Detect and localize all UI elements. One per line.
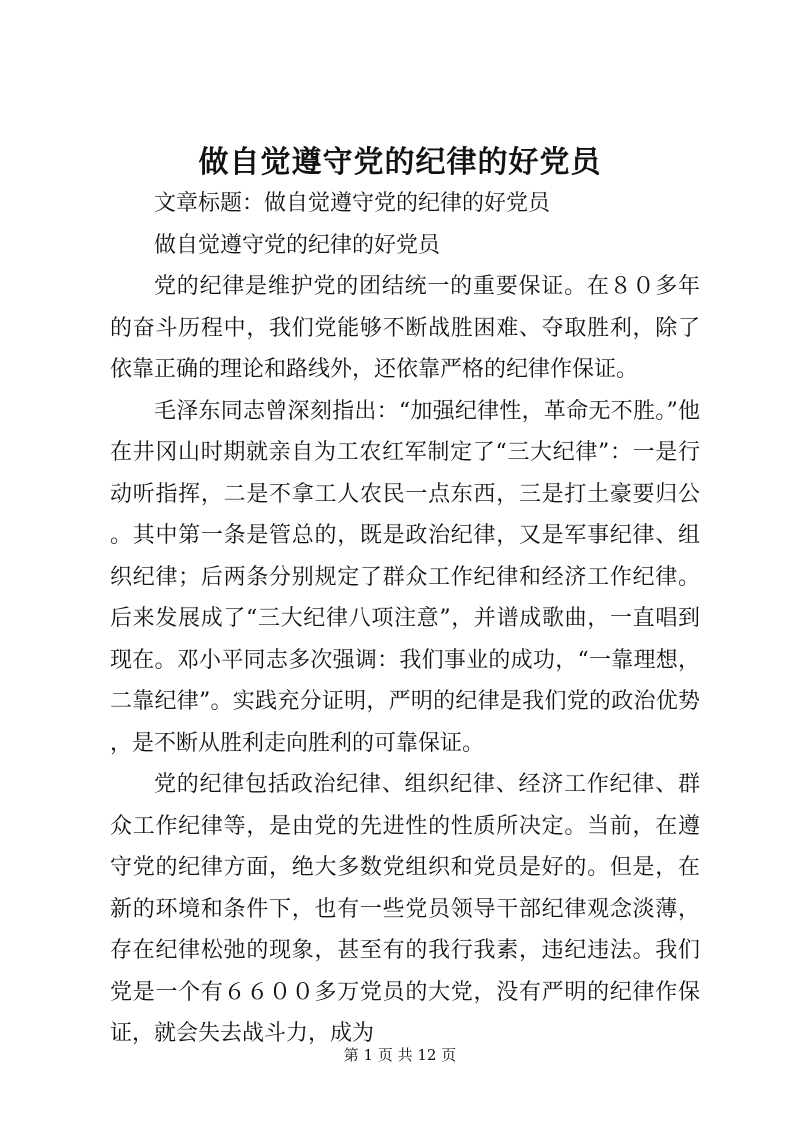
body-paragraph: 党的纪律包括政治纪律、组织纪律、经济工作纪律、群众工作纪律等，是由党的先进性的性质所决定。当前，在遵守党的纪律方面，绝大多数党组织和党员是好的。但是，在新的环境和条件下，也有一些党员领导干部纪律观念淡薄，存在纪律松弛的现象，甚至有的我行我素，违纪违法。我们党是一个有６６００多万党员的大党，没有严明的纪律作保证，就会失去战斗力，成为 <box>110 772 700 1046</box>
document-body <box>110 183 700 1055</box>
article-title-line: 文章标题：做自觉遵守党的纪律的好党员 <box>154 191 551 216</box>
body-paragraph: 毛泽东同志曾深刻指出：“加强纪律性，革命无不胜。”他在井冈山时期就亲自为工农红军制定了“三大纪律”：一是行动听指挥，二是不拿工人农民一点东西，三是打土豪要归公。其中第一条是管总的，既是政治纪律，又是军事纪律、组织纪律；后两条分别规定了群众工作纪律和经济工作纪律。后来发展成了“三大纪律八项注意”，并谱成歌曲，一直唱到现在。邓小平同志多次强调：我们事业的成功，“一靠理想，二靠纪律”。实践充分证明，严明的纪律是我们党的政治优势，是不断从胜利走向胜利的可靠保证。 <box>110 398 700 756</box>
body-paragraph: 党的纪律是维护党的团结统一的重要保证。在８０多年的奋斗历程中，我们党能够不断战胜困难、夺取胜利，除了依靠正确的理论和路线外，还依靠严格的纪律作保证。 <box>110 274 700 382</box>
subtitle-line: 做自觉遵守党的纪律的好党员 <box>154 232 441 258</box>
page-footer: 第 1 页 共 12 页 <box>343 1046 457 1064</box>
document-title: 做自觉遵守党的纪律的好党员 <box>198 145 602 180</box>
